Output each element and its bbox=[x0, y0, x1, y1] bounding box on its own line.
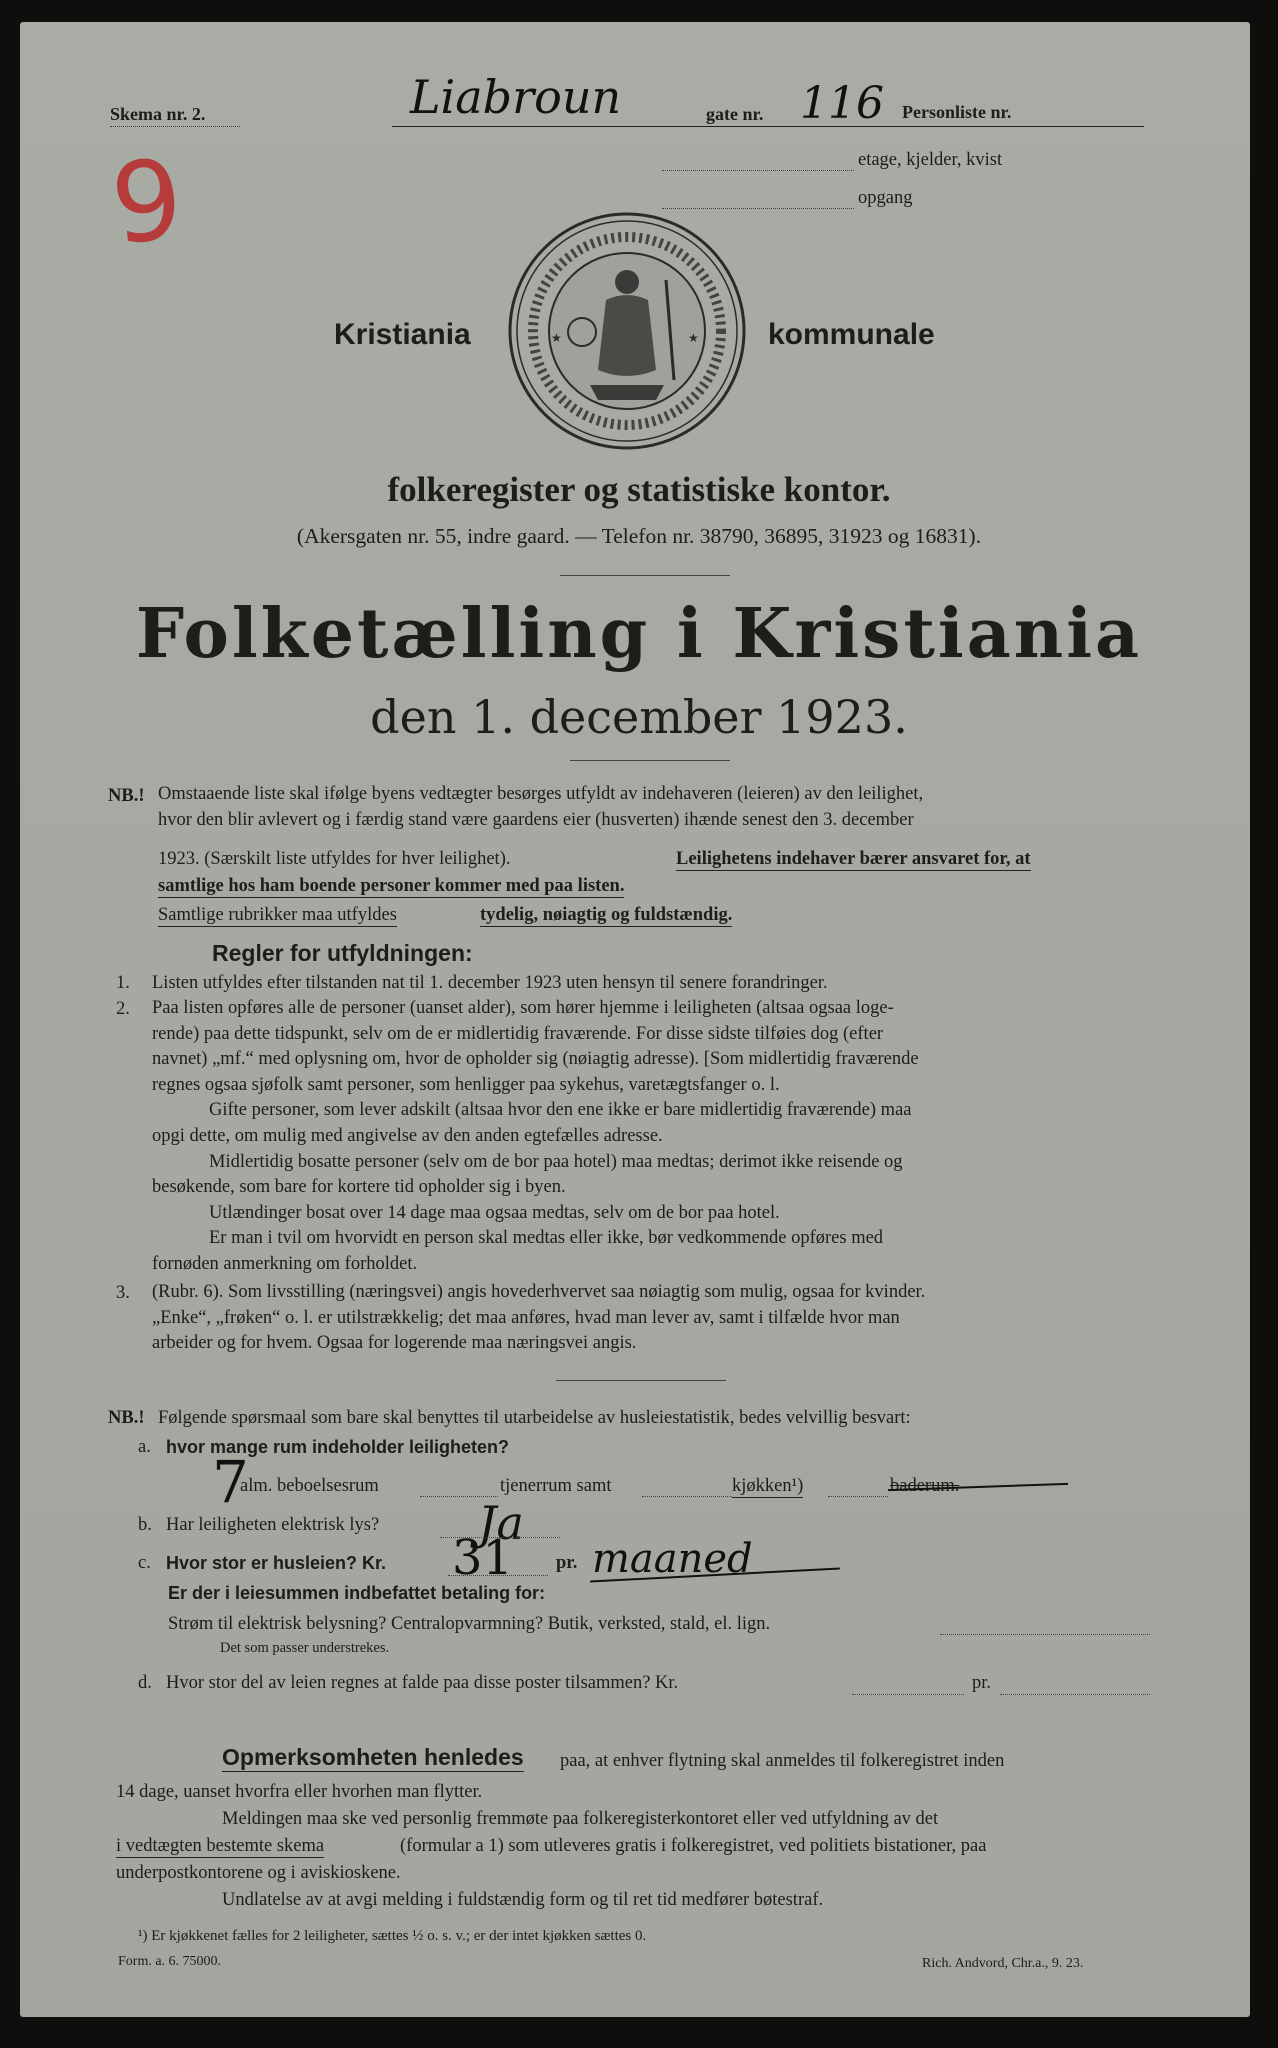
footnote: ¹) Er kjøkkenet fælles for 2 leiligheter, sættes ½ o. s. v.; er der intet kjøkken sættes 0. bbox=[138, 1928, 647, 1944]
rule3-block bbox=[152, 1280, 1150, 1357]
handwritten-rooms: 7 bbox=[212, 1448, 249, 1516]
notice-line4b: (formular a 1) som utleveres gratis i folkeregistret, ved politiets bistationer, paa bbox=[400, 1836, 987, 1856]
bad-line bbox=[828, 1496, 888, 1497]
notice-line1: paa, at enhver flytning skal anmeldes til folkeregistret inden bbox=[560, 1751, 1005, 1771]
rule2-line10: Er man i tvil om hvorvidt en person skal medtas eller ikke, bør vedkommende opføres med bbox=[209, 1228, 884, 1249]
rent-line bbox=[448, 1575, 548, 1576]
opgang-line bbox=[662, 208, 854, 209]
notice-line5: underpostkontorene og i aviskioskene. bbox=[116, 1863, 401, 1883]
items-line bbox=[940, 1634, 1150, 1635]
question-a-bad: baderum. bbox=[890, 1476, 960, 1496]
rule2-line4: regnes ogsaa sjøfolk samt personer, som henligger paa sykehus, varetægtsfanger o. l. bbox=[152, 1074, 780, 1095]
question-a-rooms: alm. beboelsesrum bbox=[240, 1476, 379, 1496]
question-a-kjokken: kjøkken¹) bbox=[732, 1476, 804, 1496]
nb1-block bbox=[158, 782, 1150, 833]
nb2-intro: Følgende spørsmaal som bare skal benyttes til utarbeidelse av husleiestatistik, bedes velvillig besvart: bbox=[158, 1408, 911, 1428]
office-title: folkeregister og statistiske kontor. bbox=[387, 470, 891, 509]
rule2-line2: rende) paa dette tidspunkt, selv om de er midlertidig fraværende. For disse sidste tilføies dog (efter bbox=[152, 1023, 884, 1044]
nb1-line5b: tydelig, nøiagtig og fuldstændig. bbox=[480, 905, 733, 925]
question-c-note: Det som passer understrekes. bbox=[220, 1640, 390, 1656]
rule2-line5: Gifte personer, som lever adskilt (altsaa hvor den ene ikke er bare midlertidig fraværende) maa bbox=[209, 1100, 912, 1121]
question-c-items: Strøm til elektrisk belysning? Centralopvarmning? Butik, verksted, stald, el. lign. bbox=[168, 1614, 771, 1634]
handwritten-lys-answer: Ja bbox=[478, 1496, 524, 1550]
skema-underline bbox=[110, 126, 240, 127]
question-b-label: b. bbox=[138, 1515, 152, 1535]
rule3-line1: (Rubr. 6). Som livsstilling (næringsvei) angis hovederhvervet saa nøiagtig som mulig, ogsaa for kvinder. bbox=[152, 1282, 926, 1302]
question-a-text: hvor mange rum indeholder leiligheten? bbox=[166, 1437, 510, 1457]
svg-text:★: ★ bbox=[551, 331, 562, 345]
rule2-block bbox=[152, 996, 1150, 1278]
nb1-line2: hvor den blir avlevert og i færdig stand være gaardens eier (husverten) ihænde senest den 3. december bbox=[158, 809, 914, 830]
nb1-line5a: Samtlige rubrikker maa utfyldes bbox=[158, 905, 397, 925]
census-date: den 1. december 1923. bbox=[370, 690, 908, 744]
question-d-text: Hvor stor del av leien regnes at falde paa disse poster tilsammen? Kr. bbox=[166, 1673, 679, 1693]
rule2-line11: fornøden anmerkning om forholdet. bbox=[152, 1253, 418, 1274]
question-d-pr: pr. bbox=[972, 1673, 992, 1693]
address-line bbox=[392, 126, 1144, 127]
svg-text:★: ★ bbox=[688, 331, 699, 345]
question-c-sub: Er der i leiesummen indbefattet betaling for: bbox=[168, 1583, 546, 1603]
question-b-text: Har leiligheten elektrisk lys? bbox=[166, 1515, 380, 1535]
rule1-text: Listen utfyldes efter tilstanden nat til 1. december 1923 uten hensyn til senere forandringer. bbox=[152, 973, 828, 993]
red-handwritten-number: 9 bbox=[105, 134, 189, 270]
nb1-label: NB.! bbox=[108, 786, 145, 806]
notice-line2: 14 dage, uanset hvorfra eller hvorhen man flytter. bbox=[116, 1782, 483, 1802]
rule2-line1: Paa listen opføres alle de personer (uanset alder), som hører hjemme i leiligheten (altsaa ogsaa loge- bbox=[152, 998, 894, 1018]
question-c-pr: pr. bbox=[556, 1553, 578, 1573]
rule2-line7: Midlertidig bosatte personer (selv om de bor paa hotel) maa medtas; derimot ikke reisende og bbox=[209, 1151, 903, 1172]
rule-1 bbox=[560, 575, 730, 576]
nb1-line3a: 1923. (Særskilt liste utfyldes for hver leilighet). bbox=[158, 849, 511, 869]
notice-line3: Meldingen maa ske ved personlig fremmøte paa folkeregisterkontoret eller ved utfyldning av det bbox=[222, 1809, 939, 1829]
d-period-line bbox=[1000, 1694, 1150, 1695]
rule3-line2: „Enke“, „frøken“ o. l. er utilstrækkelig; det maa anføres, hvad man lever av, samt i tilfælde hvor man bbox=[152, 1307, 900, 1328]
handwritten-house-number: 116 bbox=[800, 78, 884, 129]
rule1-number: 1. bbox=[116, 973, 130, 993]
kjokken-line bbox=[642, 1496, 732, 1497]
gate-label: gate nr. bbox=[706, 104, 764, 124]
handwritten-rent-amount: 31 bbox=[452, 1530, 514, 1586]
rules-title: Regler for utfyldningen: bbox=[212, 940, 473, 966]
nb1-line1: Omstaaende liste skal ifølge byens vedtægter besørges utfyldt av indehaveren (leieren) av den leilighet, bbox=[158, 784, 924, 804]
rule2-line9: Utlændinger bosat over 14 dage maa ogsaa medtas, selv om de bor paa hotel. bbox=[209, 1202, 780, 1223]
question-d-label: d. bbox=[138, 1673, 152, 1693]
office-address: (Akersgaten nr. 55, indre gaard. — Telefon nr. 38790, 36895, 31923 og 16831). bbox=[296, 524, 982, 548]
nb1-line3b: Leilighetens indehaver bærer ansvaret for, at bbox=[676, 849, 1031, 869]
etage-label: etage, kjelder, kvist bbox=[858, 150, 1003, 170]
nb2-label: NB.! bbox=[108, 1408, 145, 1428]
rule2-line6: opgi dette, om mulig med angivelse av den anden egtefælles adresse. bbox=[152, 1125, 663, 1146]
question-c-label: c. bbox=[138, 1553, 151, 1573]
nb1-line4: samtlige hos ham boende personer kommer med paa listen. bbox=[158, 876, 625, 896]
rule2-line8: besøkende, som bare for kortere tid opholder sig i byen. bbox=[152, 1177, 566, 1198]
rule-3 bbox=[556, 1380, 726, 1381]
form-number: Form. a. 6. 75000. bbox=[118, 1954, 222, 1969]
question-c-text: Hvor stor er husleien? Kr. bbox=[166, 1553, 387, 1573]
etage-line bbox=[662, 170, 854, 171]
personliste-label: Personliste nr. bbox=[902, 102, 1012, 122]
rule2-line3: navnet) „mf.“ med oplysning om, hvor de opholder sig (nøiagtig adresse). [Som midlertidig fraværende bbox=[152, 1049, 919, 1070]
rule-2 bbox=[570, 760, 730, 761]
kristiania-seal-icon bbox=[506, 210, 748, 452]
opgang-label: opgang bbox=[858, 188, 913, 208]
printer-imprint: Rich. Andvord, Chr.a., 9. 23. bbox=[922, 1956, 1084, 1971]
notice-line6: Undlatelse av at avgi melding i fuldstændig form og til ret tid medfører bøtestraf. bbox=[222, 1890, 824, 1910]
rule3-line3: arbeider og for hvem. Ogsaa for logerende maa næringsvei angis. bbox=[152, 1333, 637, 1354]
rule2-number: 2. bbox=[116, 999, 130, 1019]
handwritten-street: Liabroun bbox=[410, 70, 622, 124]
skema-label: Skema nr. 2. bbox=[110, 104, 206, 124]
question-a-label: a. bbox=[138, 1437, 151, 1457]
notice-lead: Opmerksomheten henledes bbox=[222, 1744, 524, 1770]
d-amount-line bbox=[852, 1694, 964, 1695]
seal-right-text: kommunale bbox=[768, 318, 935, 351]
seal-left-text: Kristiania bbox=[334, 318, 471, 351]
notice-line4a: i vedtægten bestemte skema bbox=[116, 1836, 325, 1856]
question-a-tjener: tjenerrum samt bbox=[500, 1476, 612, 1496]
handwritten-rent-period: maaned bbox=[592, 1536, 753, 1582]
rule3-number: 3. bbox=[116, 1283, 130, 1303]
main-heading: Folketælling i Kristiania bbox=[135, 594, 1143, 674]
